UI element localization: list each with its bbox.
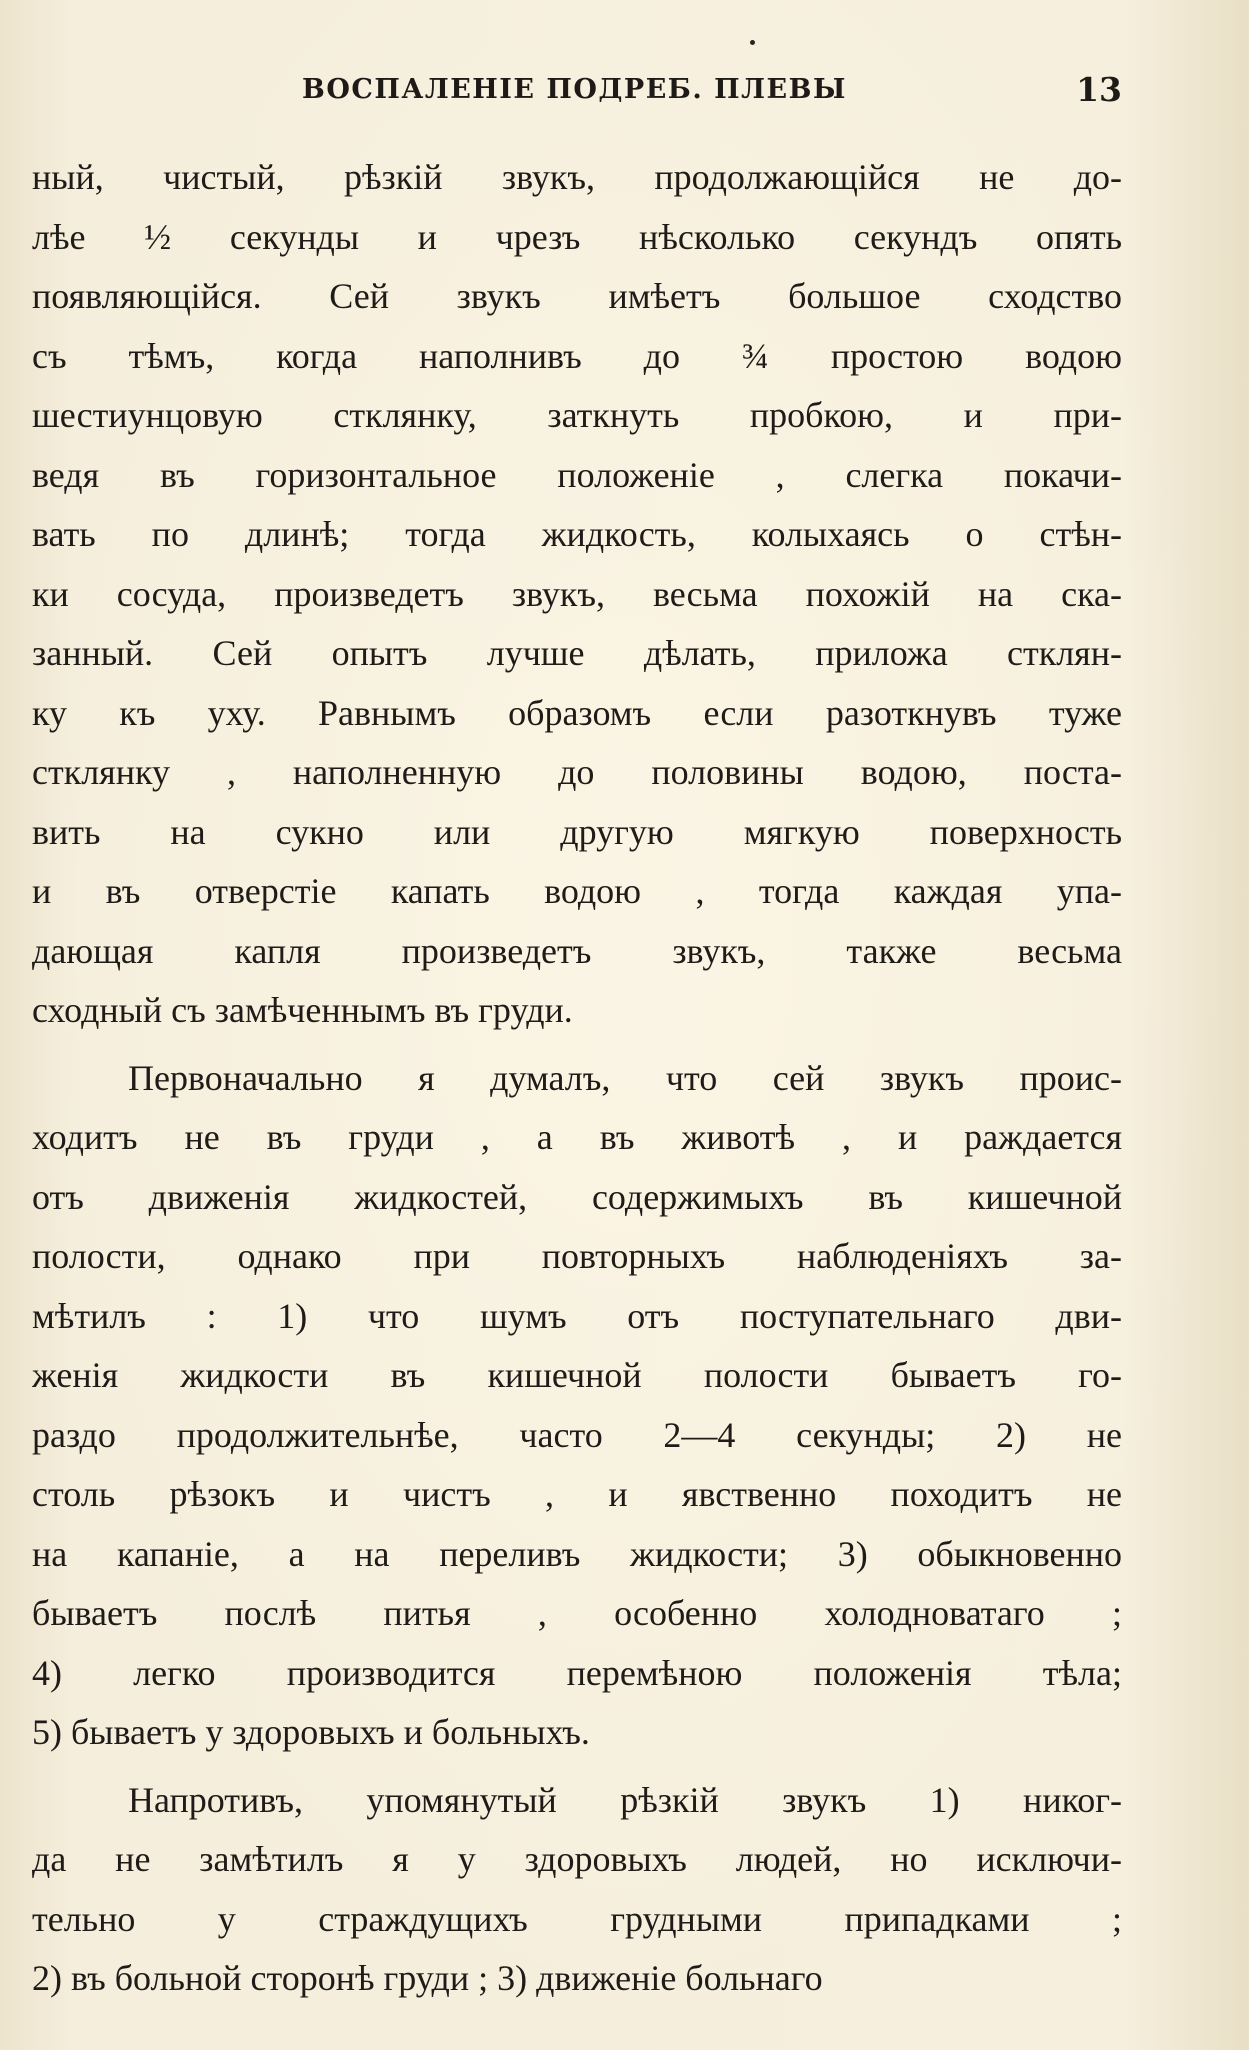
running-head: ВОСПАЛЕНІЕ ПОДРЕБ. ПЛЕВЫ (302, 74, 847, 105)
text-line: съ тѣмъ, когда наполнивъ до ¾ простою водою (32, 335, 1122, 376)
text-line: на капаніе, а на переливъ жидкости; 3) обыкновенно (32, 1533, 1122, 1574)
paragraph (32, 1049, 1122, 1763)
body-text (32, 148, 1122, 2009)
text-line: вить на сукно или другую мягкую поверхность (32, 811, 1122, 852)
text-line: ный, чистый, рѣзкій звукъ, продолжающійся не до- (32, 157, 1122, 197)
text-line: ходитъ не въ груди , а въ животѣ , и раждается (32, 1117, 1122, 1157)
paragraph-gap (32, 1763, 1122, 1771)
text-line: отъ движенія жидкостей, содержимыхъ въ кишечной (32, 1176, 1122, 1217)
text-line: шестиунцовую стклянку, заткнуть пробкою, и при- (32, 395, 1122, 435)
text-line: вать по длинѣ; тогда жидкость, колыхаясь о стѣн- (32, 514, 1122, 554)
text-line: ки сосуда, произведетъ звукъ, весьма похожій на ска- (32, 573, 1122, 614)
text-line: и въ отверстіе капать водою , тогда каждая упа- (32, 871, 1122, 911)
text-line: лѣе ½ секунды и чрезъ нѣсколько секундъ опять (32, 216, 1122, 257)
page-number: 13 (1076, 70, 1122, 109)
text-line: ведя въ горизонтальное положеніе , слегка покачи- (32, 454, 1122, 495)
text-line: женія жидкости въ кишечной полости бываетъ го- (32, 1355, 1122, 1395)
text-line: стклянку , наполненную до половины водою, поста- (32, 752, 1122, 792)
text-line: 4) легко производится перемѣною положенія тѣла; (32, 1652, 1122, 1693)
text-line: дающая капля произведетъ звукъ, также весьма (32, 930, 1122, 971)
page-header (32, 70, 1122, 114)
paragraph-gap (32, 1041, 1122, 1049)
text-line: Первоначально я думалъ, что сей звукъ проис- (128, 1057, 1122, 1098)
text-line: тельно у страждущихъ грудными припадками ; (32, 1898, 1122, 1939)
ink-speck (750, 40, 755, 45)
text-line: занный. Сей опытъ лучше дѣлать, приложа стклян- (32, 633, 1122, 673)
text-line: полости, однако при повторныхъ наблюденіяхъ за- (32, 1236, 1122, 1276)
text-line: мѣтилъ : 1) что шумъ отъ поступательнаго дви- (32, 1295, 1122, 1336)
text-line: ку къ уху. Равнымъ образомъ если разоткнувъ туже (32, 692, 1122, 733)
text-line: бываетъ послѣ питья , особенно холодноватаго ; (32, 1593, 1122, 1633)
text-line: сходный съ замѣченнымъ въ груди. (32, 990, 573, 1030)
text-line: 5) бываетъ у здоровыхъ и больныхъ. (32, 1712, 590, 1752)
text-line: Напротивъ, упомянутый рѣзкій звукъ 1) никог- (128, 1779, 1122, 1820)
text-line: раздо продолжительнѣе, часто 2—4 секунды; 2) не (32, 1414, 1122, 1455)
text-line: 2) въ больной сторонѣ груди ; 3) движеніе больнаго (32, 1958, 823, 1998)
text-line: появляющійся. Сей звукъ имѣетъ большое сходство (32, 276, 1122, 316)
paragraph (32, 148, 1122, 1041)
paragraph (32, 1771, 1122, 2009)
text-line: да не замѣтилъ я у здоровыхъ людей, но исключи- (32, 1839, 1122, 1879)
text-line: столь рѣзокъ и чистъ , и явственно походитъ не (32, 1474, 1122, 1514)
